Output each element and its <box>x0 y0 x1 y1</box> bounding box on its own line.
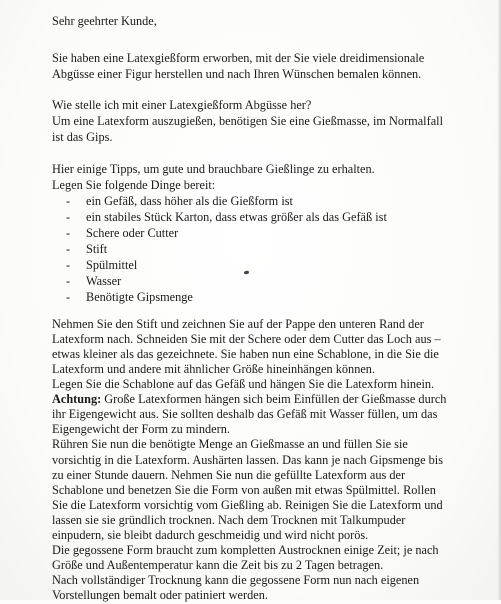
list-dash: - <box>66 258 71 272</box>
body-line: einpudern, sie bleibt dadurch geschmeidig und wird nicht porös. <box>52 527 369 542</box>
list-dash: - <box>66 290 71 304</box>
list-item <box>66 290 193 306</box>
list-item <box>66 274 121 290</box>
body-line: Die gegossene Form braucht zum kompletten Austrocknen einige Zeit; je nach <box>52 542 439 557</box>
list-item-text: Spülmittel <box>86 258 138 272</box>
warning-line <box>52 392 446 408</box>
list-item-text: Stift <box>86 242 108 256</box>
list-item <box>66 194 293 210</box>
list-dash: - <box>66 242 71 256</box>
list-item-text: ein Gefäß, dass höher als die Gießform ist <box>86 194 293 208</box>
list-item-text: Schere oder Cutter <box>86 226 179 240</box>
intro-line: Sie haben eine Latexgießform erworben, mit der Sie viele dreidimensionale <box>52 51 425 65</box>
list-item-text: ein stabiles Stück Karton, dass etwas größer als das Gefäß ist <box>86 210 387 224</box>
warning-text: Große Latexformen hängen sich beim Einfüllen der Gießmasse durch <box>101 392 447 407</box>
body-line: Latexform nach. Schneiden Sie mit der Schere oder dem Cutter das Loch aus – <box>52 332 441 347</box>
intro-line: Abgüsse einer Figur herstellen und nach Ihren Wünschen bemalen können. <box>52 67 422 81</box>
body-line: Nehmen Sie den Stift und zeichnen Sie auf der Pappe den unteren Rand der <box>52 317 424 331</box>
body-line: Rühren Sie nun die benötigte Menge an Gießmasse an und füllen Sie sie <box>52 437 408 452</box>
body-line: Vorstellungen bemalt oder patiniert werden. <box>52 588 268 602</box>
salutation: Sehr geehrter Kunde, <box>52 14 157 28</box>
list-dash: - <box>66 226 71 240</box>
question-answer-line: ist das Gips. <box>52 130 113 144</box>
body-line: Sie die Latexform vorsichtig vom Gießling ab. Reinigen Sie die Latexform und <box>52 497 443 512</box>
body-line: zu einer Stunde dauern. Nehmen Sie nun die gefüllte Latexform aus der <box>52 467 406 482</box>
list-item-text: Benötigte Gipsmenge <box>86 290 193 304</box>
question-answer-line: Um eine Latexform auszugießen, benötigen Sie eine Gießmasse, im Normalfall <box>52 114 443 128</box>
tips-intro-line: Legen Sie folgende Dinge bereit: <box>52 178 216 192</box>
body-line: Schablone und benetzen Sie die Form von außen mit etwas Spülmittel. Rollen <box>52 482 436 497</box>
body-line: etwas kleiner als das gezeichnete. Sie haben nun eine Schablone, in die Sie die <box>52 347 439 362</box>
list-item <box>66 242 107 258</box>
body-line: Nach vollständiger Trocknung kann die gegossene Form nun nach eigenen <box>52 572 420 587</box>
list-dash: - <box>66 210 71 224</box>
list-dash: - <box>66 194 71 208</box>
body-line: vorsichtig in die Latexform. Aushärten lassen. Das kann je nach Gipsmenge bis <box>52 452 444 467</box>
body-line: ihr Eigengewicht aus. Sie sollten deshalb das Gefäß mit Wasser füllen, um das <box>52 407 438 422</box>
question-heading: Wie stelle ich mit einer Latexgießform Abgüsse her? <box>52 98 312 112</box>
tips-intro-line: Hier einige Tipps, um gute und brauchbare Gießlinge zu erhalten. <box>52 162 375 176</box>
warning-label: Achtung: <box>52 392 102 407</box>
body-line: Latexform und andere mit ähnlicher Größe hineinhängen können. <box>52 362 376 377</box>
body-line: Legen Sie die Schablone auf das Gefäß und hängen Sie die Latexform hinein. <box>52 377 435 392</box>
list-item <box>66 258 137 274</box>
list-dash: - <box>66 274 71 288</box>
body-line: lassen sie sie gründlich trocknen. Nach dem Trocknen mit Talkumpuder <box>52 512 406 527</box>
scan-speck <box>244 270 250 274</box>
list-item <box>66 210 387 226</box>
body-line: Eigengewicht der Form zu mindern. <box>52 422 230 437</box>
list-item <box>66 226 178 242</box>
body-line: Größe und Außentemperatur kann die Zeit bis zu 2 Tagen betragen. <box>52 557 384 572</box>
list-item-text: Wasser <box>86 274 122 288</box>
